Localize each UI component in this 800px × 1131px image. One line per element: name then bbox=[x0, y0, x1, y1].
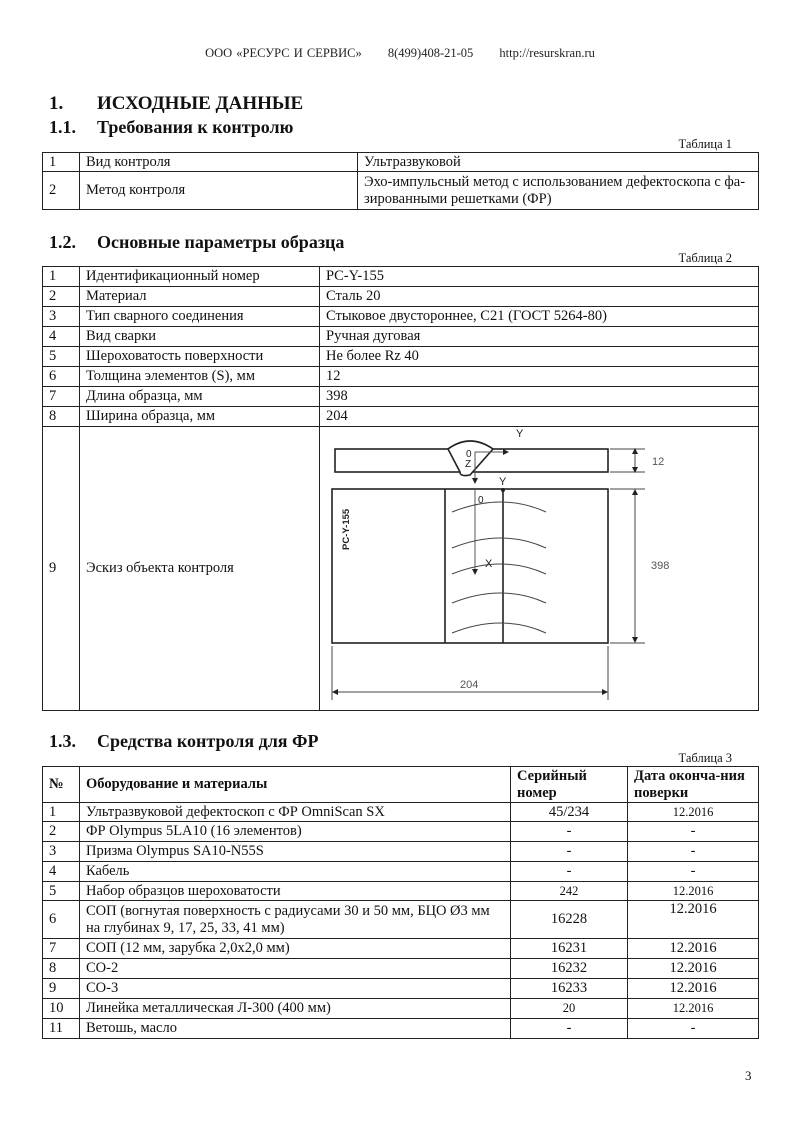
table-2-caption: Таблица 2 bbox=[678, 251, 732, 265]
sample-sketch-diagram bbox=[320, 428, 758, 710]
table-3-caption: Таблица 3 bbox=[678, 751, 732, 765]
table-row: 1 Ультразвуковой дефектоскоп с ФР OmniScan SX 45/234 12.2016 bbox=[43, 803, 759, 822]
width-dim: 204 bbox=[460, 678, 479, 691]
table-row: 2 Метод контроля Эхо-импульсный метод с использованием дефектоскопа с фа-зированными решетками (ФР) bbox=[43, 172, 759, 210]
table-1-caption: Таблица 1 bbox=[678, 137, 732, 151]
table-row: 8 СО-2 16232 12.2016 bbox=[43, 959, 759, 979]
table-row: 10 Линейка металлическая Л-300 (400 мм) 20 12.2016 bbox=[43, 999, 759, 1019]
table-row: 7 Длина образца, мм 398 bbox=[43, 387, 759, 407]
table-row: 7 СОП (12 мм, зарубка 2,0х2,0 мм) 16231 12.2016 bbox=[43, 939, 759, 959]
table-header-row: № Оборудование и материалы Серийный номер Дата оконча-ния поверки bbox=[43, 767, 759, 803]
table-row: 6 СОП (вогнутая поверхность с радиусами 30 и 50 мм, БЦО Ø3 мм на глубинах 9, 17, 25, 33, 41 мм) 16228 12.2016 bbox=[43, 901, 759, 939]
section-heading-1-2: 1.2. Основные параметры образца bbox=[49, 232, 345, 252]
sample-id-label: PC-Y-155 bbox=[341, 508, 352, 550]
table-row: 11 Ветошь, масло - - bbox=[43, 1019, 759, 1039]
table-row: 5 Набор образцов шероховатости 242 12.2016 bbox=[43, 882, 759, 901]
table-row: 9 СО-3 16233 12.2016 bbox=[43, 979, 759, 999]
table-row: 1 Вид контроля Ультразвуковой bbox=[43, 153, 759, 172]
axis-z-label: Z bbox=[465, 458, 472, 470]
table-3-equipment bbox=[42, 766, 759, 1039]
table-row: 6 Толщина элементов (S), мм 12 bbox=[43, 367, 759, 387]
section-heading-1: 1. ИСХОДНЫЕ ДАННЫЕ bbox=[49, 93, 304, 114]
table-row: 9 Эскиз объекта контроля Y 0 Z Y 0 X 12 398 204 PC-Y-155 bbox=[43, 427, 759, 711]
table-row: 8 Ширина образца, мм 204 bbox=[43, 407, 759, 427]
page-number: 3 bbox=[745, 1068, 752, 1083]
section-heading-1-1: 1.1. Требования к контролю bbox=[49, 117, 294, 137]
origin-label: 0 bbox=[466, 448, 472, 460]
table-1-requirements bbox=[42, 152, 759, 210]
section-heading-1-3: 1.3. Средства контроля для ФР bbox=[49, 731, 319, 751]
table-row: 1 Идентификационный номер PC-Y-155 bbox=[43, 267, 759, 287]
axis-y-label: Y bbox=[516, 427, 524, 440]
length-dim: 398 bbox=[651, 559, 670, 572]
table-row: 4 Кабель - - bbox=[43, 862, 759, 882]
origin-top-label: 0 bbox=[478, 494, 484, 506]
table-row: 2 ФР Olympus 5LA10 (16 элементов) - - bbox=[43, 822, 759, 842]
table-row: 3 Призма Olympus SA10-N55S - - bbox=[43, 842, 759, 862]
company-name: ООО «РЕСУРС И СЕРВИС» bbox=[205, 46, 362, 60]
sketch-cell bbox=[320, 427, 759, 711]
axis-x-label: X bbox=[485, 557, 493, 570]
table-row: 5 Шероховатость поверхности Не более Rz 40 bbox=[43, 347, 759, 367]
table-2-sample-parameters bbox=[42, 266, 759, 711]
thickness-dim: 12 bbox=[652, 455, 665, 468]
axis-y2-label: Y bbox=[499, 475, 507, 488]
company-website[interactable]: http://resurskran.ru bbox=[499, 46, 595, 60]
table-row: 4 Вид сварки Ручная дуговая bbox=[43, 327, 759, 347]
company-phone: 8(499)408-21-05 bbox=[387, 46, 474, 60]
table-row: 3 Тип сварного соединения Стыковое двустороннее, С21 (ГОСТ 5264-80) bbox=[43, 307, 759, 327]
page-header bbox=[0, 46, 800, 61]
table-row: 2 Материал Сталь 20 bbox=[43, 287, 759, 307]
